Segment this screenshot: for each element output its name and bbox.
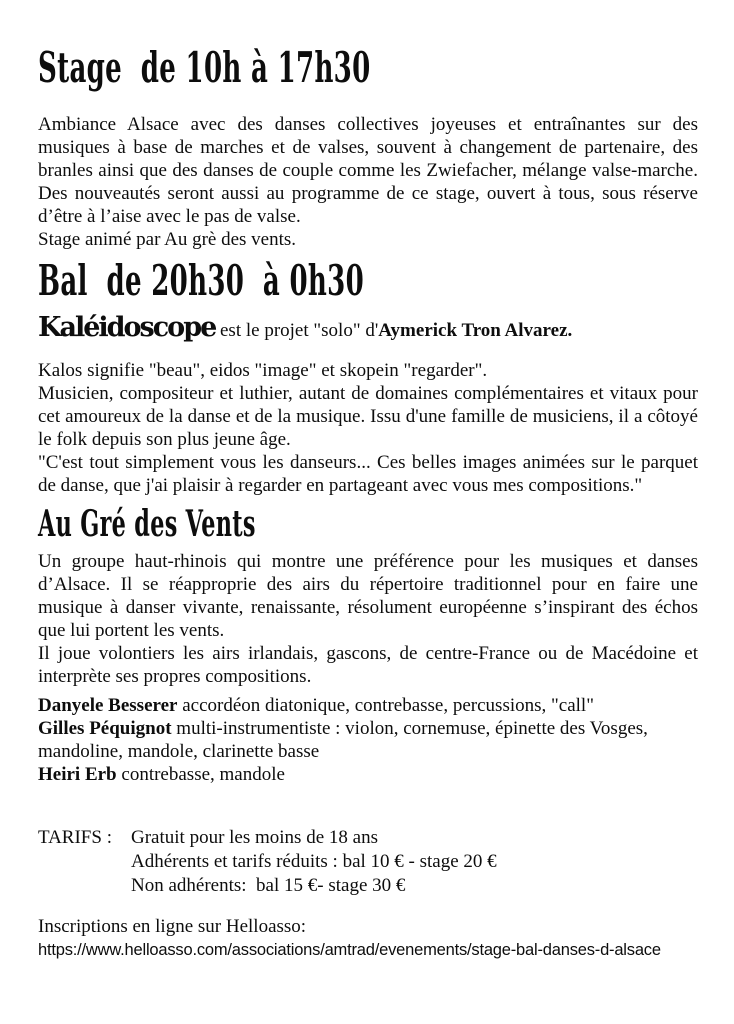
member-name: Heiri Erb [38, 764, 117, 785]
kaleidoscope-intro-text: est le projet "solo" d' [215, 320, 379, 341]
member-instruments: multi-instrumentiste : violon, cornemuse, épinette des Vosges, mandoline, mandole, clarinette basse [38, 718, 648, 762]
kaleidoscope-project-name: Kaléidoscope [38, 312, 216, 343]
inscriptions-url: https://www.helloasso.com/associations/amtrad/evenements/stage-bal-danses-d-alsace [38, 941, 661, 959]
kaleidoscope-quote-text: "C'est tout simplement vous les danseurs... Ces belles images animées sur le parquet de danse, que j'ai plaisir à regarder en partageant avec vous mes compositions." [38, 452, 698, 496]
bal-heading [38, 256, 698, 305]
kaleidoscope-etymology-text: Kalos signifie "beau", eidos "image" et skopein "regarder". [38, 360, 488, 381]
kaleidoscope-bio-text: Musicien, compositeur et luthier, autant de domaines complémentaires et vitaux pour cet amoureux de la danse et de la musique. Issu d'une famille de musiciens, il a côtoyé le folk depuis son plus jeune âge. [38, 383, 698, 450]
group-heading-text: Au Gré des Vents [38, 503, 256, 545]
member-instruments: contrebasse, mandole [116, 764, 285, 785]
tarifs-line-members: Adhérents et tarifs réduits : bal 10 € - stage 20 € [131, 851, 497, 872]
member-name: Gilles Péquignot [38, 718, 172, 739]
inscriptions-text: Inscriptions en ligne sur Helloasso: [38, 916, 307, 937]
group-repertoire-text: Il joue volontiers les airs irlandais, gascons, de centre-France ou de Macédoine et interprète ses propres compositions. [38, 643, 698, 687]
stage-description-text: Ambiance Alsace avec des danses collectives joyeuses et entraînantes sur des musiques à base de marches et de valses, souvent à changement de partenaire, des branles ainsi que des danses de couple comme les Zwiefacher, mélange valse-marche. Des nouveautés seront aussi au programme de ce stage, ouvert à tous, sous réserve d’être à l’aise avec le pas de valse. [38, 114, 698, 227]
stage-description [38, 113, 698, 251]
stage-heading [38, 43, 698, 92]
tarifs-line-under-18: Gratuit pour les moins de 18 ans [131, 827, 378, 848]
bal-heading-text: Bal de 20h30 à 0h30 [38, 256, 365, 305]
tarifs-section [38, 826, 698, 898]
group-heading [38, 504, 698, 544]
group-description-text: Un groupe haut-rhinois qui montre une préférence pour les musiques et danses d’Alsace. Il se réapproprie des airs du répertoire traditionnel pour en faire une musique à danser vivante, renaissante, résolument européenne s’inspirant des échos que lui portent les vents. [38, 551, 698, 641]
member-name: Danyele Besserer [38, 695, 178, 716]
kaleidoscope-description [38, 359, 698, 497]
kaleidoscope-intro-line [38, 310, 698, 349]
group-description [38, 550, 698, 688]
stage-animator-text: Stage animé par Au grè des vents. [38, 229, 297, 250]
group-members-list [38, 694, 698, 786]
tarifs-lines [131, 826, 497, 898]
tarifs-line-non-members: Non adhérents: bal 15 €- stage 30 € [131, 875, 406, 896]
stage-heading-text: Stage de 10h à 17h30 [38, 43, 371, 92]
tarifs-label: TARIFS : [38, 827, 112, 848]
kaleidoscope-artist-name: Aymerick Tron Alvarez. [378, 320, 573, 341]
member-instruments: accordéon diatonique, contrebasse, percussions, "call" [177, 695, 594, 716]
